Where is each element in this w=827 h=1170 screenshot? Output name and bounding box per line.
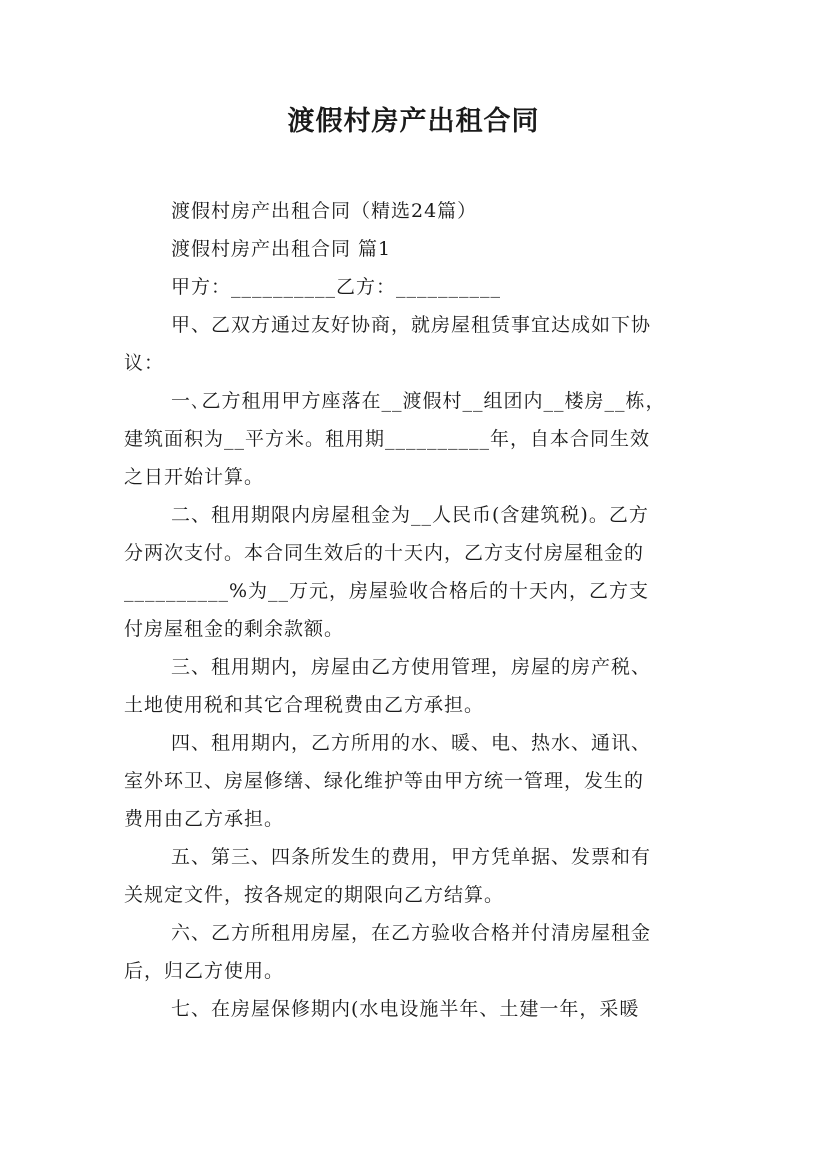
text-line: 二、租用期限内房屋租金为__人民币(含建筑税)。乙方 xyxy=(171,504,649,526)
text-line: __________%为__万元，房屋验收合格后的十天内，乙方支 xyxy=(124,580,650,602)
text-line: 之日开始计算。 xyxy=(124,466,265,488)
text-line: 五、第三、四条所发生的费用，甲方凭单据、发票和有 xyxy=(171,846,652,868)
text-line: 建筑面积为__平方米。租用期__________年，自本合同生效 xyxy=(124,428,651,450)
text-line: 七、在房屋保修期内(水电设施半年、土建一年，采暖 xyxy=(171,998,640,1020)
text-line: 三、租用期内，房屋由乙方使用管理，房屋的房产税、 xyxy=(171,656,652,678)
text-line: 渡假村房产出租合同（精选24篇） xyxy=(171,200,478,222)
text-line: 六、乙方所租用房屋，在乙方验收合格并付清房屋租金 xyxy=(171,922,652,944)
document-title: 渡假村房产出租合同 xyxy=(287,106,540,137)
text-line: 付房屋租金的剩余款额。 xyxy=(124,618,345,640)
text-line: 关规定文件，按各规定的期限向乙方结算。 xyxy=(124,884,505,906)
text-line: 室外环卫、房屋修缮、绿化维护等由甲方统一管理，发生的 xyxy=(124,770,645,792)
text-line: 分两次支付。本合同生效后的十天内，乙方支付房屋租金的 xyxy=(124,542,645,564)
text-line: 渡假村房产出租合同 篇1 xyxy=(171,238,392,260)
text-line: 土地使用税和其它合理税费由乙方承担。 xyxy=(124,694,485,716)
text-line: 一､乙方租用甲方座落在__渡假村__组团内__楼房__栋， xyxy=(171,390,666,412)
text-line: 甲、乙双方通过友好协商，就房屋租赁事宜达成如下协 xyxy=(171,314,652,336)
text-line: 四、租用期内，乙方所用的水、暖、电、热水、通讯、 xyxy=(171,732,652,754)
document-body xyxy=(124,192,710,1028)
text-line: 费用由乙方承担。 xyxy=(124,808,285,830)
text-line: 后，归乙方使用。 xyxy=(124,960,285,982)
text-line: 议： xyxy=(124,352,165,374)
text-line: 甲方：__________乙方：__________ xyxy=(171,276,502,298)
